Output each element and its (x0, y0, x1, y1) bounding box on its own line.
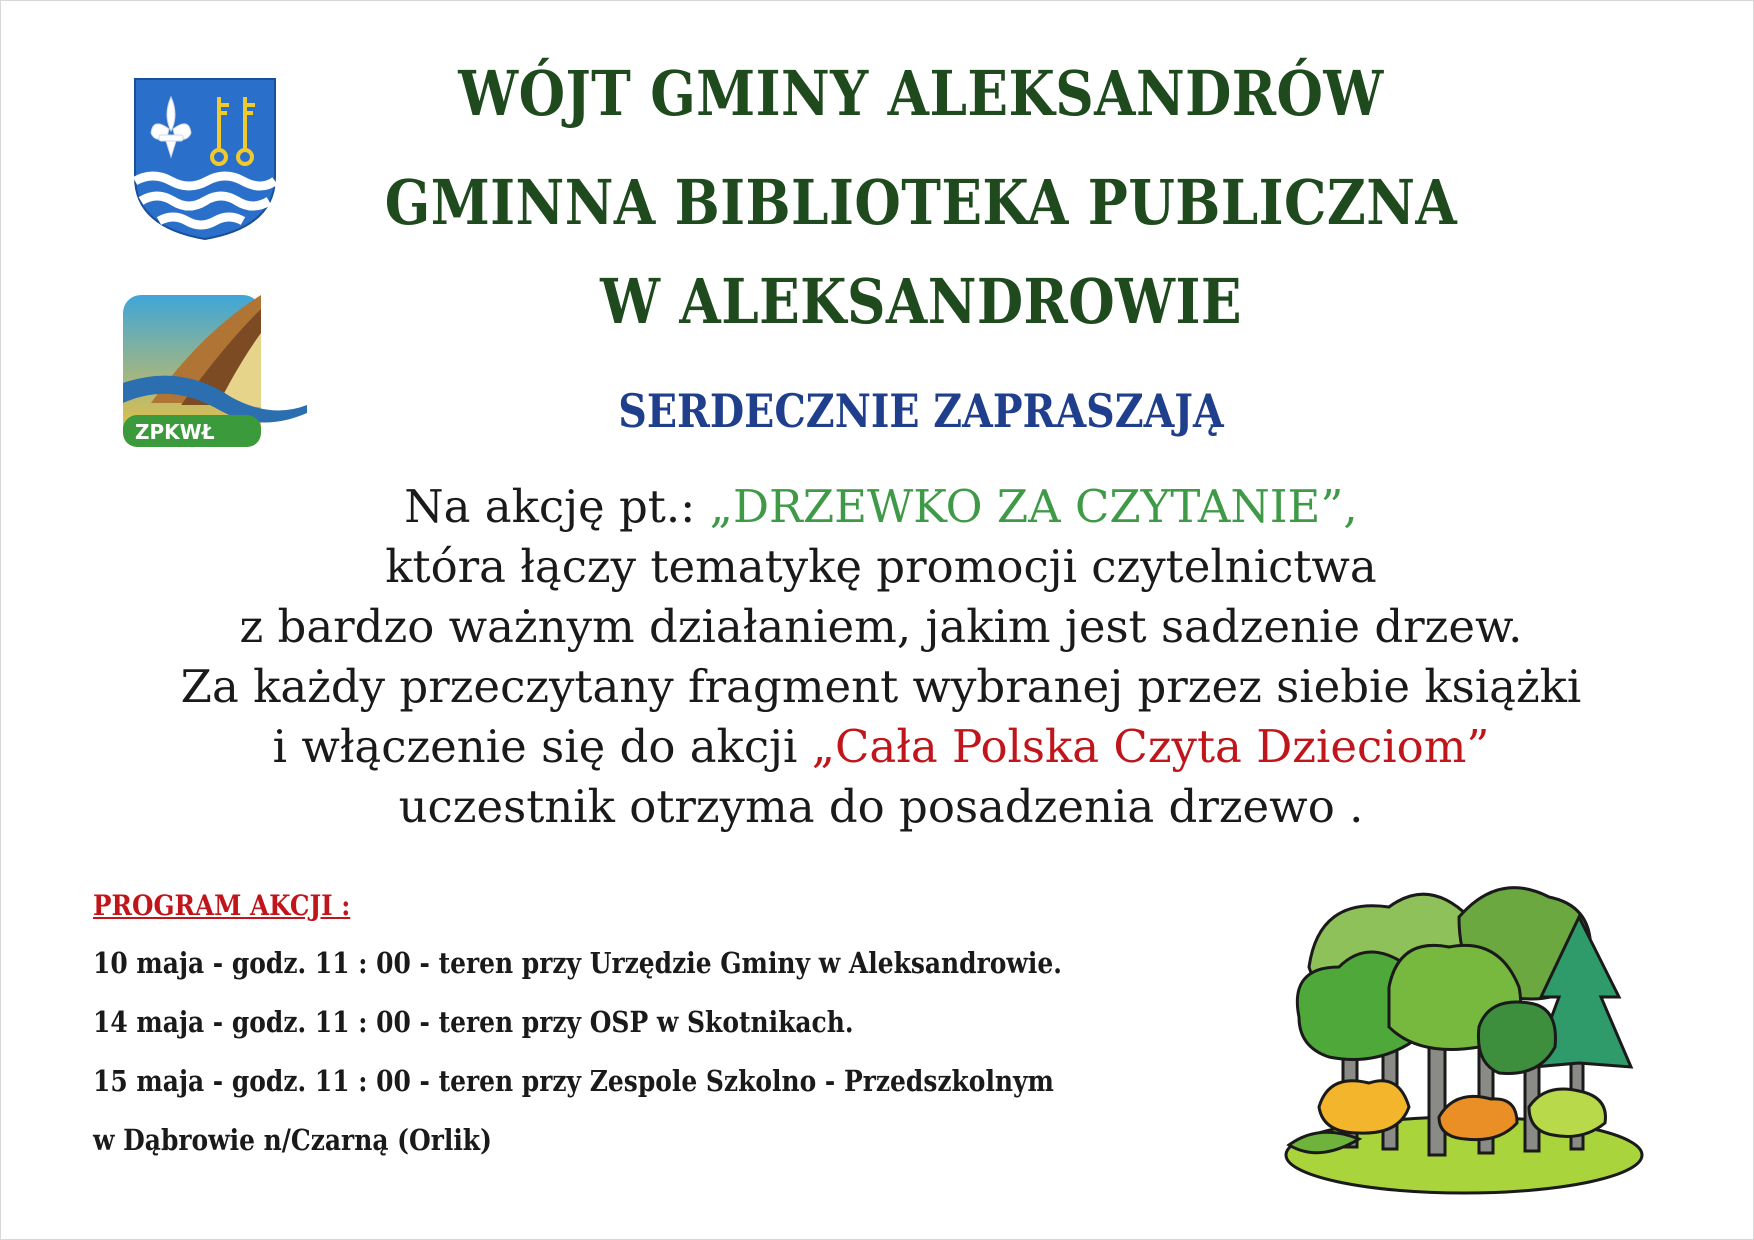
body-line-4: Za każdy przeczytany fragment wybranej przez siebie książki (180, 660, 1582, 713)
program-name: „Cała Polska Czyta Dzieciom” (811, 720, 1490, 773)
body-line-1-prefix: Na akcję pt.: (404, 480, 710, 533)
body-line-1 (41, 477, 1721, 537)
program-item: 14 maja - godz. 11 : 00 - teren przy OSP w Skotnikach. (93, 1005, 854, 1039)
program-heading: PROGRAM AKCJI : (93, 889, 351, 922)
invite-heading: SERDECZNIE ZAPRASZAJĄ (618, 384, 1224, 438)
zpkwl-logo-icon (121, 293, 309, 451)
body-line-5 (41, 717, 1721, 777)
program-item: 15 maja - godz. 11 : 00 - teren przy Zespole Szkolno - Przedszkolnym (93, 1064, 1054, 1098)
body-line-3: z bardzo ważnym działaniem, jakim jest sadzenie drzew. (239, 600, 1523, 653)
program-list (93, 943, 1062, 1179)
campaign-name: „DRZEWKO ZA CZYTANIE”, (709, 480, 1358, 533)
body-line-2: która łączy tematykę promocji czytelnictwa (385, 540, 1377, 593)
program-item: w Dąbrowie n/Czarną (Orlik) (93, 1123, 492, 1157)
body-line-6: uczestnik otrzyma do posadzenia drzewo . (398, 780, 1364, 833)
trees-icon (1279, 877, 1649, 1197)
program-item: 10 maja - godz. 11 : 00 - teren przy Urzędzie Gminy w Aleksandrowie. (93, 946, 1062, 980)
body-line-5-prefix: i włączenie się do akcji (272, 720, 812, 773)
header-line-2: GMINNA BIBLIOTEKA PUBLICZNA (384, 166, 1458, 239)
zpkwl-logo-text: ZPKWŁ (135, 420, 215, 444)
announcement-body (41, 477, 1721, 837)
coat-of-arms-icon (133, 77, 277, 241)
header-line-1: WÓJT GMINY ALEKSANDRÓW (458, 57, 1384, 130)
header-line-3: W ALEKSANDROWIE (600, 265, 1242, 338)
